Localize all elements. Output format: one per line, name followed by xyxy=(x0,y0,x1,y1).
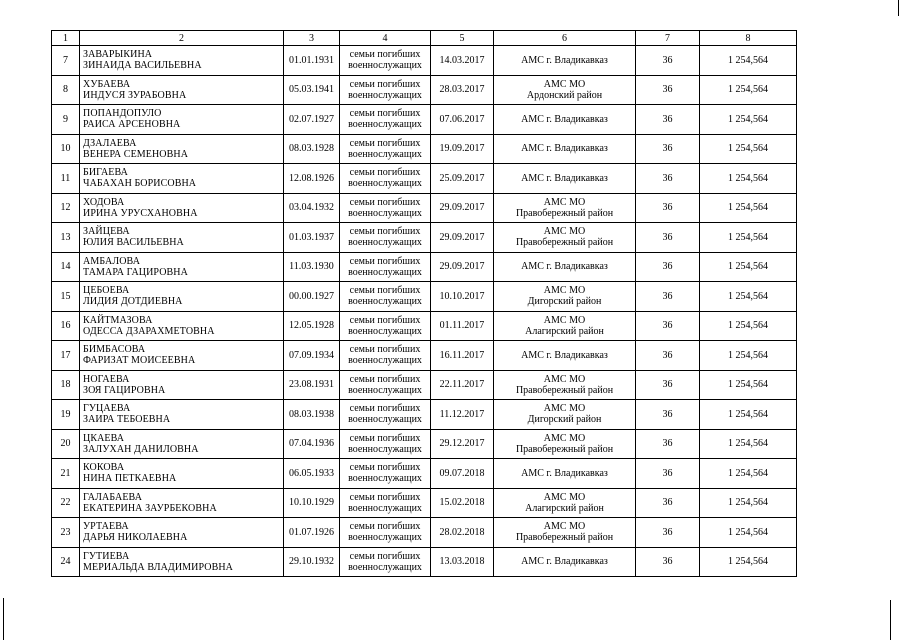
organization-line-1: АМС г. Владикавказ xyxy=(521,467,608,479)
amount-value: 1 254,564 xyxy=(700,311,797,341)
registration-date: 29.09.2017 xyxy=(431,223,494,253)
table-row xyxy=(52,105,797,135)
category-line-2: военнослужащих xyxy=(348,561,422,573)
birth-date: 03.04.1932 xyxy=(284,193,340,223)
area-value: 36 xyxy=(636,75,700,105)
surname: БИГАЕВА xyxy=(83,167,128,179)
organization xyxy=(494,459,636,489)
category-line-2: военнослужащих xyxy=(348,237,422,249)
person-name xyxy=(80,341,284,371)
organization-line-2: Правобережный район xyxy=(515,384,614,396)
surname: БИМБАСОВА xyxy=(83,344,146,356)
surname: ЦКАЕВА xyxy=(83,432,125,444)
registration-date: 19.09.2017 xyxy=(431,134,494,164)
category-line-1: семьи погибших xyxy=(349,403,421,415)
table-row xyxy=(52,252,797,282)
organization xyxy=(494,282,636,312)
organization xyxy=(494,488,636,518)
organization xyxy=(494,134,636,164)
header-cell-4: 4 xyxy=(340,31,431,46)
person-name xyxy=(80,488,284,518)
given-name: ЗАЛУХАН ДАНИЛОВНА xyxy=(83,443,199,455)
area-value: 36 xyxy=(636,105,700,135)
organization xyxy=(494,429,636,459)
organization xyxy=(494,341,636,371)
surname: АМБАЛОВА xyxy=(83,255,141,267)
amount-value: 1 254,564 xyxy=(700,488,797,518)
category-line-1: семьи погибших xyxy=(349,314,421,326)
surname: КОКОВА xyxy=(83,462,125,474)
organization-line-1: АМС г. Владикавказ xyxy=(521,113,608,125)
table-row xyxy=(52,75,797,105)
header-cell-5: 5 xyxy=(431,31,494,46)
given-name: ЮЛИЯ ВАСИЛЬЕВНА xyxy=(83,237,184,249)
person-name xyxy=(80,400,284,430)
area-value: 36 xyxy=(636,547,700,577)
registration-date: 28.02.2018 xyxy=(431,518,494,548)
person-name xyxy=(80,193,284,223)
row-number: 18 xyxy=(52,370,80,400)
organization xyxy=(494,75,636,105)
organization xyxy=(494,193,636,223)
registration-date: 01.11.2017 xyxy=(431,311,494,341)
surname: КАЙТМАЗОВА xyxy=(83,314,153,326)
birth-date: 06.05.1933 xyxy=(284,459,340,489)
table-row xyxy=(52,223,797,253)
area-value: 36 xyxy=(636,46,700,76)
row-number: 10 xyxy=(52,134,80,164)
category xyxy=(340,134,431,164)
organization xyxy=(494,164,636,194)
birth-date: 11.03.1930 xyxy=(284,252,340,282)
row-number: 19 xyxy=(52,400,80,430)
given-name: НИНА ПЕТКАЕВНА xyxy=(83,473,177,485)
amount-value: 1 254,564 xyxy=(700,547,797,577)
birth-date: 08.03.1938 xyxy=(284,400,340,430)
category-line-2: военнослужащих xyxy=(348,119,422,131)
category xyxy=(340,223,431,253)
row-number: 9 xyxy=(52,105,80,135)
category-line-2: военнослужащих xyxy=(348,296,422,308)
birth-date: 10.10.1929 xyxy=(284,488,340,518)
row-number: 12 xyxy=(52,193,80,223)
amount-value: 1 254,564 xyxy=(700,341,797,371)
person-name xyxy=(80,164,284,194)
category-line-1: семьи погибших xyxy=(349,491,421,503)
surname: НОГАЕВА xyxy=(83,373,130,385)
person-name xyxy=(80,252,284,282)
organization xyxy=(494,311,636,341)
category-line-2: военнослужащих xyxy=(348,178,422,190)
category xyxy=(340,46,431,76)
given-name: МЕРИАЛЬДА ВЛАДИМИРОВНА xyxy=(83,561,234,573)
category xyxy=(340,341,431,371)
category-line-2: военнослужащих xyxy=(348,89,422,101)
organization xyxy=(494,370,636,400)
area-value: 36 xyxy=(636,459,700,489)
scan-edge-mark-right-bottom xyxy=(890,600,891,640)
given-name: ЗОЯ ГАЦИРОВНА xyxy=(83,384,166,396)
organization-line-1: АМС МО xyxy=(543,285,586,297)
category-line-2: военнослужащих xyxy=(348,532,422,544)
given-name: ЛИДИЯ ДОТДИЕВНА xyxy=(83,296,183,308)
person-name xyxy=(80,134,284,164)
organization-line-2: Дигорский район xyxy=(527,414,602,426)
category-line-2: военнослужащих xyxy=(348,355,422,367)
person-name xyxy=(80,370,284,400)
area-value: 36 xyxy=(636,252,700,282)
category-line-2: военнослужащих xyxy=(348,207,422,219)
category xyxy=(340,488,431,518)
organization xyxy=(494,105,636,135)
registration-date: 13.03.2018 xyxy=(431,547,494,577)
category-line-1: семьи погибших xyxy=(349,344,421,356)
surname: ЗАВАРЫКИНА xyxy=(83,49,153,61)
row-number: 15 xyxy=(52,282,80,312)
table-row xyxy=(52,400,797,430)
area-value: 36 xyxy=(636,341,700,371)
table-row xyxy=(52,311,797,341)
category-line-2: военнослужащих xyxy=(348,60,422,72)
amount-value: 1 254,564 xyxy=(700,75,797,105)
amount-value: 1 254,564 xyxy=(700,429,797,459)
header-cell-6: 6 xyxy=(494,31,636,46)
organization-line-1: АМС МО xyxy=(543,491,586,503)
registration-date: 29.09.2017 xyxy=(431,193,494,223)
organization-line-1: АМС МО xyxy=(543,314,586,326)
registration-date: 22.11.2017 xyxy=(431,370,494,400)
organization xyxy=(494,518,636,548)
category-line-2: военнослужащих xyxy=(348,148,422,160)
area-value: 36 xyxy=(636,488,700,518)
surname: УРТАЕВА xyxy=(83,521,129,533)
area-value: 36 xyxy=(636,518,700,548)
amount-value: 1 254,564 xyxy=(700,105,797,135)
table-row xyxy=(52,164,797,194)
birth-date: 08.03.1928 xyxy=(284,134,340,164)
organization-line-1: АМС г. Владикавказ xyxy=(521,261,608,273)
category xyxy=(340,311,431,341)
category-line-2: военнослужащих xyxy=(348,325,422,337)
table-row xyxy=(52,193,797,223)
organization-line-2: Алагирский район xyxy=(525,325,604,337)
table-row xyxy=(52,370,797,400)
amount-value: 1 254,564 xyxy=(700,459,797,489)
registration-date: 15.02.2018 xyxy=(431,488,494,518)
organization xyxy=(494,400,636,430)
person-name xyxy=(80,547,284,577)
given-name: ТАМАРА ГАЦИРОВНА xyxy=(83,266,188,278)
registration-date: 28.03.2017 xyxy=(431,75,494,105)
category-line-1: семьи погибших xyxy=(349,137,421,149)
surname: ХОДОВА xyxy=(83,196,125,208)
category-line-1: семьи погибших xyxy=(349,226,421,238)
row-number: 17 xyxy=(52,341,80,371)
amount-value: 1 254,564 xyxy=(700,223,797,253)
person-name xyxy=(80,429,284,459)
category-line-2: военнослужащих xyxy=(348,266,422,278)
organization-line-2: Дигорский район xyxy=(527,296,602,308)
given-name: ФАРИЗАТ МОИСЕЕВНА xyxy=(83,355,196,367)
row-number: 7 xyxy=(52,46,80,76)
given-name: ВЕНЕРА СЕМЕНОВНА xyxy=(83,148,189,160)
amount-value: 1 254,564 xyxy=(700,164,797,194)
organization xyxy=(494,547,636,577)
row-number: 21 xyxy=(52,459,80,489)
amount-value: 1 254,564 xyxy=(700,518,797,548)
table-row xyxy=(52,547,797,577)
surname: ХУБАЕВА xyxy=(83,78,131,90)
category-line-1: семьи погибших xyxy=(349,285,421,297)
organization-line-2: Правобережный район xyxy=(515,207,614,219)
category xyxy=(340,193,431,223)
organization-line-1: АМС МО xyxy=(543,403,586,415)
category-line-1: семьи погибших xyxy=(349,373,421,385)
person-name xyxy=(80,105,284,135)
category xyxy=(340,370,431,400)
organization-line-1: АМС МО xyxy=(543,521,586,533)
header-cell-2: 2 xyxy=(80,31,284,46)
row-number: 8 xyxy=(52,75,80,105)
registration-date: 14.03.2017 xyxy=(431,46,494,76)
organization-line-2: Ардонский район xyxy=(526,89,603,101)
category-line-1: семьи погибших xyxy=(349,255,421,267)
registry-table-body xyxy=(52,31,797,577)
birth-date: 05.03.1941 xyxy=(284,75,340,105)
given-name: ДАРЬЯ НИКОЛАЕВНА xyxy=(83,532,188,544)
given-name: ЗАИРА ТЕБОЕВНА xyxy=(83,414,171,426)
organization-line-1: АМС г. Владикавказ xyxy=(521,54,608,66)
given-name: ЕКАТЕРИНА ЗАУРБЕКОВНА xyxy=(83,502,217,514)
given-name: ИРИНА УРУСХАНОВНА xyxy=(83,207,198,219)
category-line-1: семьи погибших xyxy=(349,108,421,120)
category-line-2: военнослужащих xyxy=(348,473,422,485)
area-value: 36 xyxy=(636,193,700,223)
birth-date: 23.08.1931 xyxy=(284,370,340,400)
person-name xyxy=(80,311,284,341)
organization-line-1: АМС г. Владикавказ xyxy=(521,349,608,361)
organization-line-1: АМС г. Владикавказ xyxy=(521,556,608,568)
category-line-1: семьи погибших xyxy=(349,550,421,562)
amount-value: 1 254,564 xyxy=(700,282,797,312)
birth-date: 01.01.1931 xyxy=(284,46,340,76)
given-name: ЧАБАХАН БОРИСОВНА xyxy=(83,178,197,190)
category-line-2: военнослужащих xyxy=(348,502,422,514)
category-line-1: семьи погибших xyxy=(349,196,421,208)
area-value: 36 xyxy=(636,311,700,341)
registration-date: 16.11.2017 xyxy=(431,341,494,371)
area-value: 36 xyxy=(636,134,700,164)
registration-date: 10.10.2017 xyxy=(431,282,494,312)
person-name xyxy=(80,518,284,548)
amount-value: 1 254,564 xyxy=(700,252,797,282)
registration-date: 07.06.2017 xyxy=(431,105,494,135)
category-line-1: семьи погибших xyxy=(349,521,421,533)
birth-date: 07.04.1936 xyxy=(284,429,340,459)
category xyxy=(340,429,431,459)
table-row xyxy=(52,46,797,76)
surname: ГУЦАЕВА xyxy=(83,403,131,415)
row-number: 13 xyxy=(52,223,80,253)
row-number: 23 xyxy=(52,518,80,548)
table-row xyxy=(52,429,797,459)
organization-line-1: АМС г. Владикавказ xyxy=(521,143,608,155)
person-name xyxy=(80,459,284,489)
amount-value: 1 254,564 xyxy=(700,370,797,400)
birth-date: 07.09.1934 xyxy=(284,341,340,371)
person-name xyxy=(80,223,284,253)
area-value: 36 xyxy=(636,164,700,194)
birth-date: 29.10.1932 xyxy=(284,547,340,577)
table-row xyxy=(52,488,797,518)
surname: ГАЛАБАЕВА xyxy=(83,491,143,503)
person-name xyxy=(80,282,284,312)
category xyxy=(340,547,431,577)
area-value: 36 xyxy=(636,429,700,459)
organization-line-2: Правобережный район xyxy=(515,443,614,455)
given-name: ОДЕССА ДЗАРАХМЕТОВНА xyxy=(83,325,215,337)
organization-line-1: АМС г. Владикавказ xyxy=(521,172,608,184)
surname: ДЗАЛАЕВА xyxy=(83,137,137,149)
organization-line-1: АМС МО xyxy=(543,373,586,385)
organization xyxy=(494,223,636,253)
row-number: 14 xyxy=(52,252,80,282)
table-row xyxy=(52,518,797,548)
row-number: 16 xyxy=(52,311,80,341)
surname: ЗАЙЦЕВА xyxy=(83,226,130,238)
header-cell-8: 8 xyxy=(700,31,797,46)
birth-date: 02.07.1927 xyxy=(284,105,340,135)
category xyxy=(340,459,431,489)
scan-edge-mark-right-top xyxy=(898,0,899,16)
table-row xyxy=(52,282,797,312)
person-name xyxy=(80,75,284,105)
table-row xyxy=(52,341,797,371)
amount-value: 1 254,564 xyxy=(700,400,797,430)
organization-line-1: АМС МО xyxy=(543,196,586,208)
organization-line-2: Правобережный район xyxy=(515,532,614,544)
category-line-1: семьи погибших xyxy=(349,462,421,474)
organization xyxy=(494,252,636,282)
given-name: РАИСА АРСЕНОВНА xyxy=(83,119,181,131)
registration-date: 29.09.2017 xyxy=(431,252,494,282)
registration-date: 29.12.2017 xyxy=(431,429,494,459)
row-number: 20 xyxy=(52,429,80,459)
header-cell-1: 1 xyxy=(52,31,80,46)
area-value: 36 xyxy=(636,282,700,312)
scan-edge-mark-left-bottom xyxy=(3,598,4,640)
category xyxy=(340,282,431,312)
area-value: 36 xyxy=(636,370,700,400)
category-line-2: военнослужащих xyxy=(348,414,422,426)
area-value: 36 xyxy=(636,400,700,430)
amount-value: 1 254,564 xyxy=(700,193,797,223)
amount-value: 1 254,564 xyxy=(700,46,797,76)
category-line-1: семьи погибших xyxy=(349,49,421,61)
person-name xyxy=(80,46,284,76)
given-name: ИНДУСЯ ЗУРАБОВНА xyxy=(83,89,187,101)
category-line-1: семьи погибших xyxy=(349,167,421,179)
registration-date: 11.12.2017 xyxy=(431,400,494,430)
surname: ГУТИЕВА xyxy=(83,550,130,562)
registration-date: 09.07.2018 xyxy=(431,459,494,489)
organization-line-1: АМС МО xyxy=(543,78,586,90)
table-row xyxy=(52,459,797,489)
header-row xyxy=(52,31,797,46)
surname: ЦЕБОЕВА xyxy=(83,285,130,297)
row-number: 11 xyxy=(52,164,80,194)
organization-line-2: Алагирский район xyxy=(525,502,604,514)
birth-date: 01.07.1926 xyxy=(284,518,340,548)
category xyxy=(340,164,431,194)
given-name: ЗИНАИДА ВАСИЛЬЕВНА xyxy=(83,60,202,72)
category-line-1: семьи погибших xyxy=(349,78,421,90)
birth-date: 12.08.1926 xyxy=(284,164,340,194)
category xyxy=(340,252,431,282)
registration-date: 25.09.2017 xyxy=(431,164,494,194)
organization xyxy=(494,46,636,76)
category xyxy=(340,75,431,105)
category-line-2: военнослужащих xyxy=(348,384,422,396)
row-number: 24 xyxy=(52,547,80,577)
organization-line-1: АМС МО xyxy=(543,432,586,444)
birth-date: 12.05.1928 xyxy=(284,311,340,341)
header-cell-3: 3 xyxy=(284,31,340,46)
organization-line-1: АМС МО xyxy=(543,226,586,238)
surname: ПОПАНДОПУЛО xyxy=(83,108,162,120)
birth-date: 01.03.1937 xyxy=(284,223,340,253)
organization-line-2: Правобережный район xyxy=(515,237,614,249)
birth-date: 00.00.1927 xyxy=(284,282,340,312)
table-row xyxy=(52,134,797,164)
category-line-2: военнослужащих xyxy=(348,443,422,455)
area-value: 36 xyxy=(636,223,700,253)
row-number: 22 xyxy=(52,488,80,518)
category xyxy=(340,400,431,430)
category xyxy=(340,518,431,548)
registry-table xyxy=(51,30,797,577)
header-cell-7: 7 xyxy=(636,31,700,46)
amount-value: 1 254,564 xyxy=(700,134,797,164)
category-line-1: семьи погибших xyxy=(349,432,421,444)
category xyxy=(340,105,431,135)
